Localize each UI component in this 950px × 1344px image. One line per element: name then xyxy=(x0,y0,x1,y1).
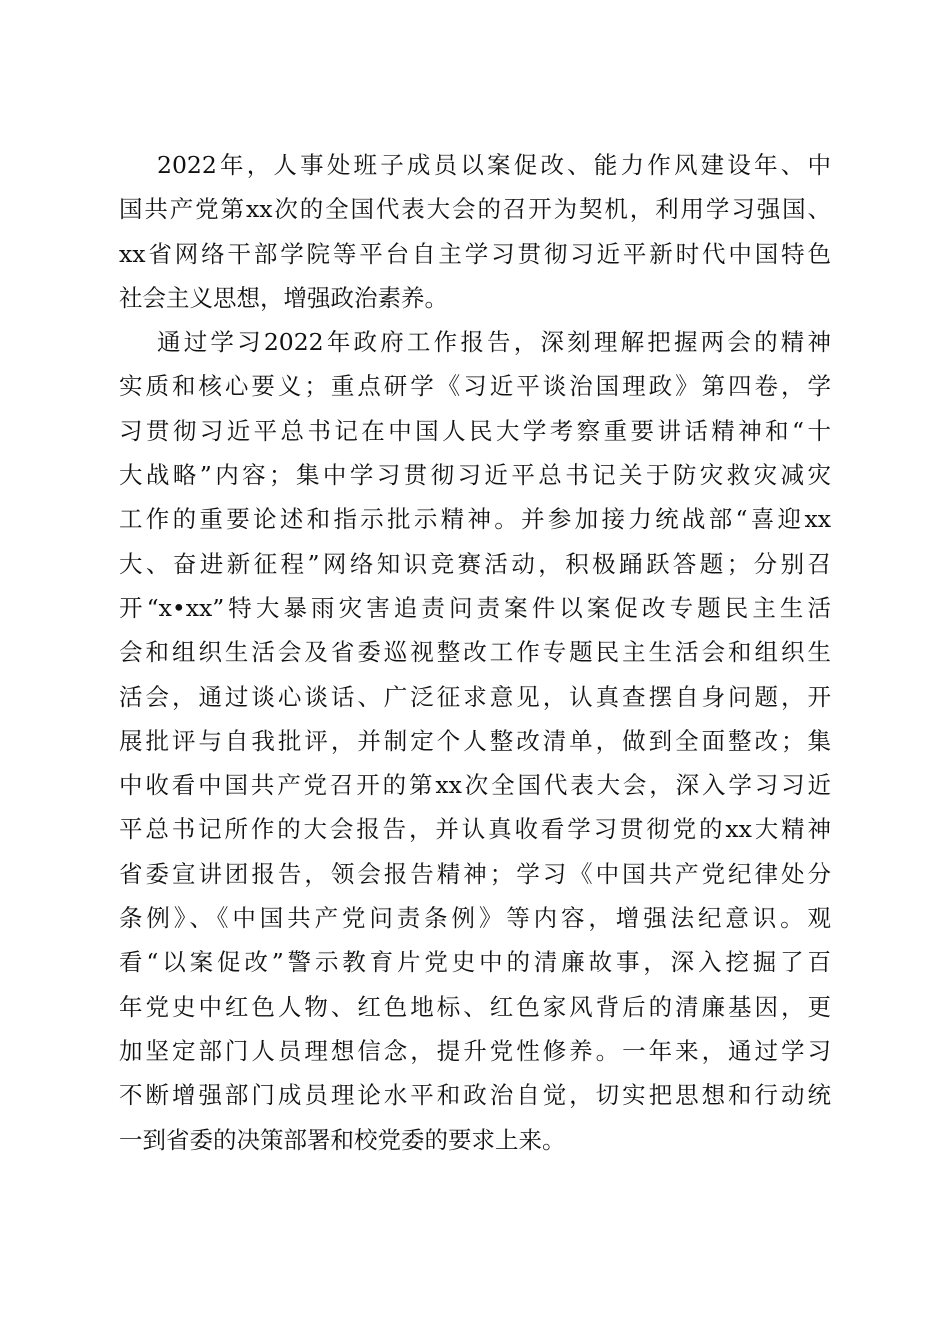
paragraph-line: 大、奋进新征程”网络知识竞赛活动，积极踊跃答题；分别召 xyxy=(119,549,831,578)
paragraph-1 xyxy=(119,143,831,320)
paragraph-line: 年党史中红色人物、红色地标、红色家风背后的清廉基因，更 xyxy=(119,992,831,1021)
paragraph-line: 省委宣讲团报告，领会报告精神；学习《中国共产党纪律处分 xyxy=(119,859,831,888)
paragraph-line: xx省网络干部学院等平台自主学习贯彻习近平新时代中国特色 xyxy=(119,239,831,268)
paragraph-line: 一到省委的决策部署和校党委的要求上来。 xyxy=(119,1125,566,1154)
paragraph-line: 大战略”内容；集中学习贯彻习近平总书记关于防灾救灾减灾 xyxy=(119,461,831,490)
paragraph-2 xyxy=(119,320,831,1162)
paragraph-line: 中收看中国共产党召开的第xx次全国代表大会，深入学习习近 xyxy=(119,771,831,800)
paragraph-line: 平总书记所作的大会报告，并认真收看学习贯彻党的xx大精神 xyxy=(119,815,831,844)
paragraph-line: 加坚定部门人员理想信念，提升党性修养。一年来，通过学习 xyxy=(119,1036,831,1065)
paragraph-line: 实质和核心要义；重点研学《习近平谈治国理政》第四卷，学 xyxy=(119,372,831,401)
paragraph-line: 活会，通过谈心谈话、广泛征求意见，认真查摆自身问题，开 xyxy=(119,682,831,711)
paragraph-line: 工作的重要论述和指示批示精神。并参加接力统战部“喜迎xx xyxy=(119,505,831,534)
paragraph-line: 通过学习2022年政府工作报告，深刻理解把握两会的精神 xyxy=(157,328,831,357)
paragraph-line: 社会主义思想，增强政治素养。 xyxy=(119,283,448,312)
paragraph-line: 条例》、《中国共产党问责条例》等内容，增强法纪意识。观 xyxy=(119,904,831,933)
paragraph-line: 习贯彻习近平总书记在中国人民大学考察重要讲话精神和“十 xyxy=(119,416,831,445)
paragraph-line: 看“以案促改”警示教育片党史中的清廉故事，深入挖掘了百 xyxy=(119,948,831,977)
paragraph-line: 国共产党第xx次的全国代表大会的召开为契机，利用学习强国、 xyxy=(119,195,831,224)
document-body xyxy=(119,143,831,1162)
paragraph-line: 会和组织生活会及省委巡视整改工作专题民主生活会和组织生 xyxy=(119,638,831,667)
paragraph-line: 不断增强部门成员理论水平和政治自觉，切实把思想和行动统 xyxy=(119,1081,831,1110)
paragraph-line: 展批评与自我批评，并制定个人整改清单，做到全面整改；集 xyxy=(119,726,831,755)
paragraph-line: 开“x•xx”特大暴雨灾害追责问责案件以案促改专题民主生活 xyxy=(119,593,831,622)
paragraph-line: 2022年，人事处班子成员以案促改、能力作风建设年、中 xyxy=(157,151,831,179)
